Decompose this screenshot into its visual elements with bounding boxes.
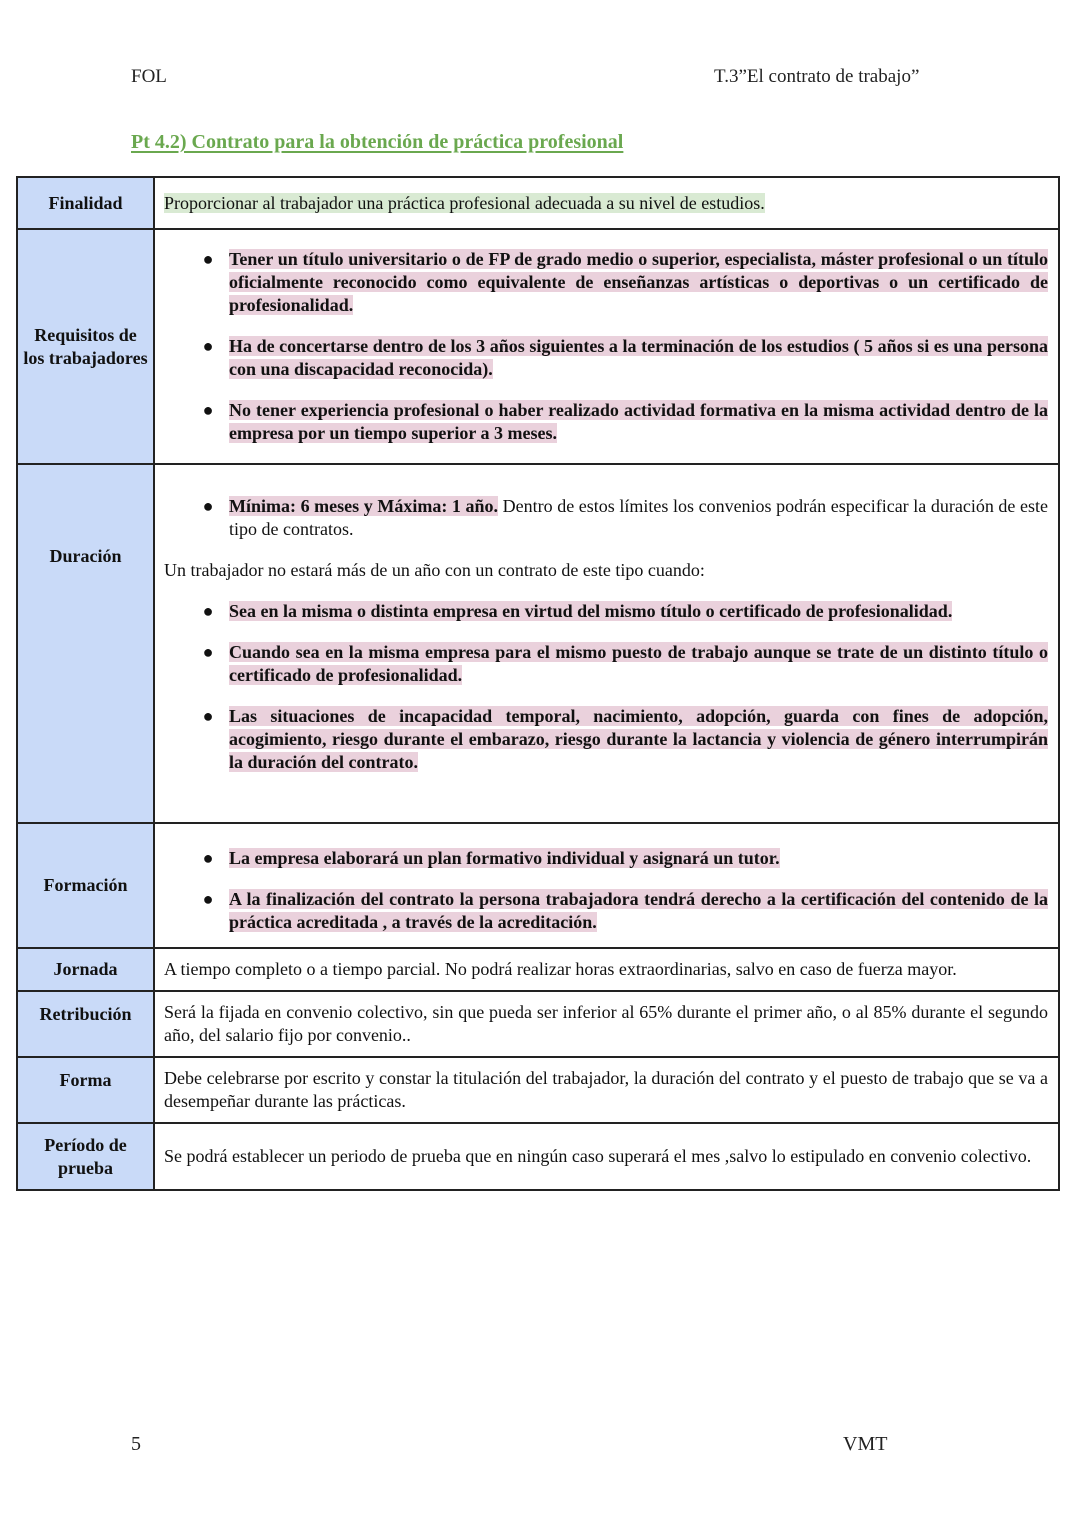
list-item: [164, 248, 1048, 317]
duracion-intro: Un trabajador no estará más de un año con un contrato de este tipo cuando:: [164, 560, 705, 580]
list-item: [164, 705, 1048, 774]
content-periodo: Se podrá establecer un periodo de prueba que en ningún caso superará el mes ,salvo lo estipulado en convenio colectivo.: [154, 1123, 1059, 1190]
duracion-list: [164, 600, 1048, 774]
author-initials: VMT: [843, 1433, 888, 1455]
row-periodo: [17, 1123, 1059, 1190]
bullet-icon: ●: [202, 496, 214, 516]
label-requisitos: Requisitos de los trabajadores: [17, 229, 154, 464]
bullet-icon: ●: [202, 400, 214, 420]
header-subject: FOL: [131, 66, 167, 87]
content-finalidad: [154, 177, 1059, 229]
content-duracion: [154, 464, 1059, 823]
bullet-icon: ●: [202, 848, 214, 868]
label-duracion: Duración: [17, 464, 154, 823]
list-item: [164, 888, 1048, 934]
formacion-list: [164, 837, 1048, 934]
formacion-text: La empresa elaborará un plan formativo individual y asignará un tutor.: [229, 848, 780, 868]
content-requisitos: [154, 229, 1059, 464]
content-forma: Debe celebrarse por escrito y constar la titulación del trabajador, la duración del contrato y el puesto de trabajo que se va a desempeñar durante las prácticas.: [154, 1057, 1059, 1123]
list-item: [164, 847, 1048, 870]
row-requisitos: [17, 229, 1059, 464]
bullet-icon: ●: [202, 706, 214, 726]
list-item: [164, 641, 1048, 687]
duracion-text: Sea en la misma o distinta empresa en virtud del mismo título o certificado de profesionalidad.: [229, 601, 953, 621]
finalidad-text: Proporcionar al trabajador una práctica profesional adecuada a su nivel de estudios.: [164, 192, 765, 213]
label-finalidad: Finalidad: [17, 177, 154, 229]
page-number: 5: [131, 1433, 141, 1455]
bullet-icon: ●: [202, 249, 214, 269]
requisito-text: Ha de concertarse dentro de los 3 años siguientes a la terminación de los estudios ( 5 años si es una persona con una discapacidad reconocida).: [229, 336, 1048, 379]
bullet-icon: ●: [202, 889, 214, 909]
list-item: [164, 335, 1048, 381]
list-item: [164, 600, 1048, 623]
label-jornada: Jornada: [17, 948, 154, 991]
bullet-icon: ●: [202, 642, 214, 662]
row-retribucion: [17, 991, 1059, 1057]
duracion-limits-bold: Mínima: 6 meses y Máxima: 1 año.: [229, 496, 499, 516]
row-finalidad: [17, 177, 1059, 229]
requisito-text: Tener un título universitario o de FP de grado medio o superior, especialista, máster profesional o un título oficialmente reconocido como equivalente de enseñanzas artísticas o deportivas o un certificado de profesionalidad.: [229, 249, 1048, 315]
row-forma: [17, 1057, 1059, 1123]
duracion-limits-list: [164, 495, 1048, 541]
label-periodo: Período de prueba: [17, 1123, 154, 1190]
label-forma: Forma: [17, 1057, 154, 1123]
row-jornada: [17, 948, 1059, 991]
bullet-icon: ●: [202, 336, 214, 356]
header-topic: T.3”El contrato de trabajo”: [714, 66, 920, 87]
content-jornada: A tiempo completo o a tiempo parcial. No podrá realizar horas extraordinarias, salvo en caso de fuerza mayor.: [154, 948, 1059, 991]
list-item: [164, 399, 1048, 445]
content-formacion: [154, 823, 1059, 948]
row-formacion: [17, 823, 1059, 948]
list-item: [164, 495, 1048, 541]
contract-table: [16, 176, 1060, 1191]
duracion-text: Cuando sea en la misma empresa para el mismo puesto de trabajo aunque se trate de un distinto título o certificado de profesionalidad.: [229, 642, 1048, 685]
label-retribucion: Retribución: [17, 991, 154, 1057]
row-duracion: [17, 464, 1059, 823]
bullet-icon: ●: [202, 601, 214, 621]
section-title: Pt 4.2) Contrato para la obtención de práctica profesional: [131, 131, 624, 153]
requisitos-list: [164, 248, 1048, 445]
requisito-text: No tener experiencia profesional o haber realizado actividad formativa en la misma actividad dentro de la empresa por un tiempo superior a 3 meses.: [229, 400, 1048, 443]
content-retribucion: Será la fijada en convenio colectivo, sin que pueda ser inferior al 65% durante el primer año, o al 85% durante el segundo año, del salario fijo por convenio..: [154, 991, 1059, 1057]
duracion-limits-rest: Dentro de estos límites los convenios podrán especificar la duración de este tipo de contratos.: [229, 496, 1048, 539]
duracion-text: Las situaciones de incapacidad temporal, nacimiento, adopción, guarda con fines de adopción, acogimiento, riesgo durante el embarazo, riesgo durante la lactancia y violencia de género interrumpirán la duración del contrato.: [229, 706, 1048, 772]
formacion-text: A la finalización del contrato la persona trabajadora tendrá derecho a la certificación del contenido de la práctica acreditada , a través de la acreditación.: [229, 889, 1048, 932]
label-formacion: Formación: [17, 823, 154, 948]
